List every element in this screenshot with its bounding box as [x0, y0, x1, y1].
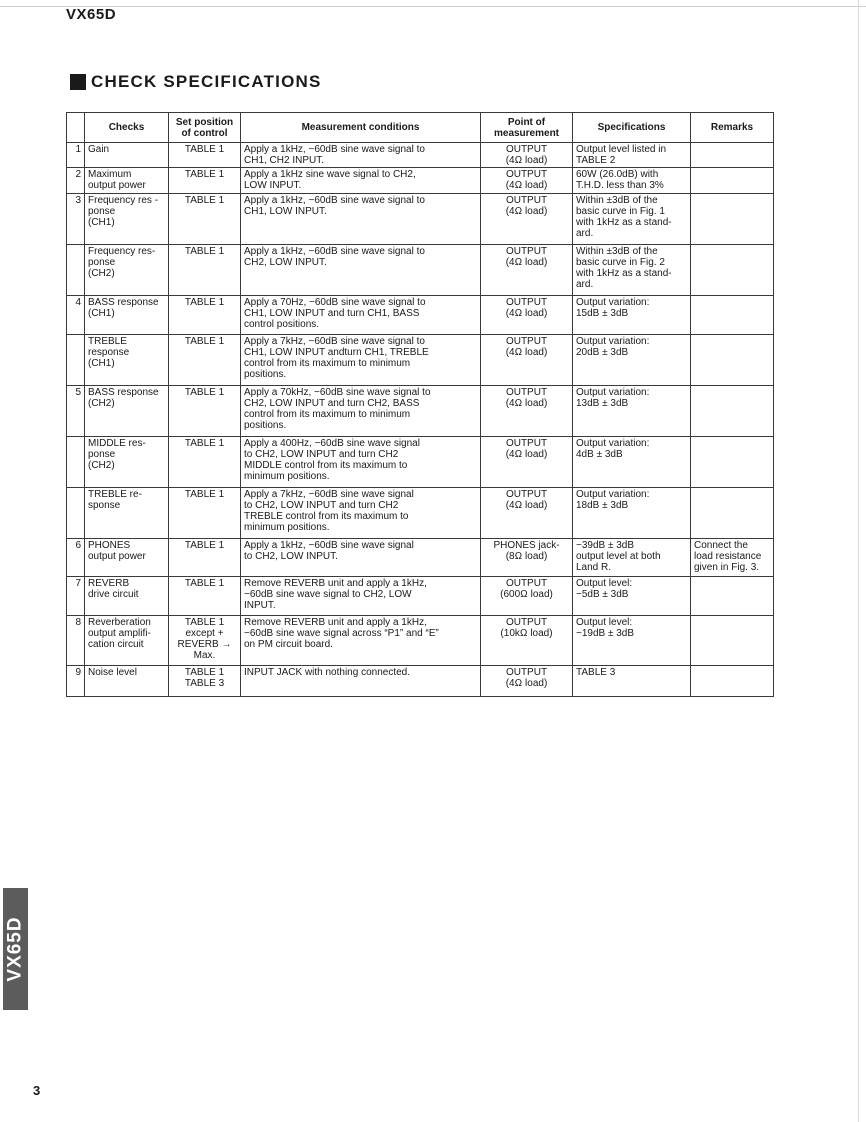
cell-point-of-measurement-line: OUTPUT: [505, 297, 548, 308]
cell-check-line: ponse: [88, 449, 116, 460]
check-specifications-table: [66, 112, 774, 697]
cell-specifications-line: Output variation:: [576, 297, 650, 308]
cell-measurement-conditions-line: Apply a 70kHz, −60dB sine wave signal to: [244, 387, 431, 398]
cell-check-line: (CH1): [88, 358, 115, 369]
cell-number: 7: [67, 577, 85, 616]
table-row: [67, 335, 774, 386]
cell-measurement-conditions-line: INPUT JACK with nothing connected.: [244, 667, 411, 678]
cell-measurement-conditions: [241, 437, 481, 488]
cell-specifications-line: ard.: [576, 228, 594, 239]
cell-measurement-conditions-line: positions.: [244, 420, 287, 431]
cell-remarks-line: load resistance: [694, 551, 762, 562]
cell-point-of-measurement-line: OUTPUT: [505, 578, 548, 589]
cell-measurement-conditions-line: Remove REVERB unit and apply a 1kHz,: [244, 578, 427, 589]
cell-measurement-conditions-line: MIDDLE control from its maximum to: [244, 460, 408, 471]
cell-measurement-conditions-line: to CH2, LOW INPUT and turn CH2: [244, 449, 399, 460]
cell-check: [85, 488, 169, 539]
cell-check-line: cation circuit: [88, 639, 144, 650]
cell-measurement-conditions-line: CH1, LOW INPUT andturn CH1, TREBLE: [244, 347, 429, 358]
cell-point-of-measurement: [481, 616, 573, 666]
table-row: [67, 539, 774, 577]
table-row: [67, 437, 774, 488]
cell-check-line: Reverberation: [88, 617, 151, 628]
cell-measurement-conditions: [241, 168, 481, 194]
cell-set-position-line: TABLE 1: [184, 617, 225, 628]
cell-measurement-conditions-line: CH1, LOW INPUT and turn CH1, BASS: [244, 308, 420, 319]
cell-point-of-measurement: [481, 245, 573, 296]
cell-remarks: [691, 616, 774, 666]
cell-specifications: [573, 616, 691, 666]
cell-number: [67, 437, 85, 488]
cell-specifications-line: TABLE 2: [576, 155, 616, 166]
header-checks: Checks: [85, 113, 169, 143]
cell-specifications: [573, 143, 691, 168]
cell-check: [85, 194, 169, 245]
cell-set-position-line: TABLE 1: [184, 336, 225, 347]
cell-set-position: [169, 437, 241, 488]
cell-check-line: TREBLE: [88, 336, 127, 347]
cell-check-line: Frequency res-: [88, 246, 156, 257]
cell-check-line: output amplifi-: [88, 628, 151, 639]
cell-point-of-measurement: [481, 386, 573, 437]
cell-point-of-measurement-line: (8Ω load): [505, 551, 548, 562]
header-measurement-conditions: Measurement conditions: [241, 113, 481, 143]
cell-measurement-conditions: [241, 539, 481, 577]
cell-check-line: Frequency res -: [88, 195, 159, 206]
cell-point-of-measurement-line: OUTPUT: [505, 195, 548, 206]
cell-measurement-conditions-line: Apply a 1kHz, −60dB sine wave signal to: [244, 144, 425, 155]
cell-number: 8: [67, 616, 85, 666]
cell-check-line: Maximum: [88, 169, 132, 180]
cell-number: 5: [67, 386, 85, 437]
cell-check: [85, 296, 169, 335]
cell-remarks: [691, 437, 774, 488]
cell-specifications: [573, 666, 691, 697]
cell-check-line: BASS response: [88, 297, 159, 308]
cell-set-position-line: TABLE 1: [184, 297, 225, 308]
cell-specifications-line: −19dB ± 3dB: [576, 628, 635, 639]
cell-set-position-line: TABLE 1: [184, 169, 225, 180]
cell-check-line: ponse: [88, 257, 116, 268]
header-point-of-measurement: Point of measurement: [481, 113, 573, 143]
cell-specifications-line: Output level listed in: [576, 144, 667, 155]
cell-remarks: [691, 296, 774, 335]
cell-specifications-line: basic curve in Fig. 2: [576, 257, 665, 268]
cell-measurement-conditions-line: LOW INPUT.: [244, 180, 302, 191]
cell-point-of-measurement-line: OUTPUT: [505, 169, 548, 180]
side-model-tab-text: VX65D: [4, 916, 26, 982]
cell-measurement-conditions: [241, 245, 481, 296]
cell-point-of-measurement-line: (4Ω load): [505, 180, 548, 191]
cell-set-position: [169, 245, 241, 296]
cell-specifications-line: Within ±3dB of the: [576, 195, 658, 206]
cell-specifications-line: T.H.D. less than 3%: [576, 180, 664, 191]
cell-point-of-measurement-line: OUTPUT: [505, 336, 548, 347]
header-number: [67, 113, 85, 143]
cell-set-position-line: Max.: [193, 650, 216, 661]
cell-check-line: (CH2): [88, 460, 115, 471]
cell-measurement-conditions: [241, 335, 481, 386]
cell-check: [85, 168, 169, 194]
cell-remarks-line: Connect the: [694, 540, 748, 551]
section-title-text: CHECK SPECIFICATIONS: [91, 72, 322, 91]
cell-set-position-line: TABLE 1: [184, 144, 225, 155]
cell-measurement-conditions-line: Apply a 400Hz, −60dB sine wave signal: [244, 438, 420, 449]
cell-specifications-line: Output level:: [576, 617, 633, 628]
cell-measurement-conditions-line: TREBLE control from its maximum to: [244, 511, 409, 522]
cell-remarks: [691, 335, 774, 386]
cell-point-of-measurement-line: (600Ω load): [500, 589, 553, 600]
cell-set-position-line: TABLE 1: [184, 578, 225, 589]
cell-check-line: PHONES: [88, 540, 131, 551]
cell-measurement-conditions-line: control from its maximum to minimum: [244, 409, 411, 420]
cell-measurement-conditions-line: minimum positions.: [244, 522, 330, 533]
cell-set-position-line: TABLE 1: [184, 489, 225, 500]
table-header-row: [67, 113, 774, 143]
cell-specifications: [573, 194, 691, 245]
cell-specifications-line: basic curve in Fig. 1: [576, 206, 665, 217]
cell-point-of-measurement: [481, 168, 573, 194]
table-row: [67, 296, 774, 335]
cell-check-line: (CH1): [88, 308, 115, 319]
cell-remarks: [691, 666, 774, 697]
cell-set-position-line: TABLE 1: [184, 195, 225, 206]
cell-point-of-measurement-line: (4Ω load): [505, 155, 548, 166]
cell-check-line: output power: [88, 180, 146, 191]
cell-specifications-line: 60W (26.0dB) with: [576, 169, 659, 180]
cell-specifications-line: output level at both: [576, 551, 661, 562]
cell-measurement-conditions: [241, 194, 481, 245]
cell-point-of-measurement: [481, 296, 573, 335]
cell-point-of-measurement: [481, 143, 573, 168]
cell-measurement-conditions: [241, 666, 481, 697]
cell-specifications-line: Land R.: [576, 562, 612, 573]
cell-point-of-measurement-line: (4Ω load): [505, 257, 548, 268]
cell-number: 4: [67, 296, 85, 335]
square-bullet-icon: [70, 74, 86, 90]
cell-specifications: [573, 577, 691, 616]
cell-check: [85, 616, 169, 666]
cell-set-position-line: except +: [185, 628, 224, 639]
cell-measurement-conditions-line: on PM circuit board.: [244, 639, 333, 650]
cell-remarks: [691, 245, 774, 296]
cell-point-of-measurement-line: OUTPUT: [505, 667, 548, 678]
cell-specifications-line: ard.: [576, 279, 594, 290]
cell-set-position: [169, 335, 241, 386]
cell-point-of-measurement-line: OUTPUT: [505, 617, 548, 628]
cell-check: [85, 245, 169, 296]
cell-specifications-line: Output variation:: [576, 489, 650, 500]
cell-measurement-conditions: [241, 386, 481, 437]
cell-check-line: (CH1): [88, 217, 115, 228]
cell-number: 1: [67, 143, 85, 168]
cell-point-of-measurement-line: (4Ω load): [505, 449, 548, 460]
cell-point-of-measurement-line: OUTPUT: [505, 489, 548, 500]
cell-measurement-conditions-line: CH1, LOW INPUT.: [244, 206, 327, 217]
cell-point-of-measurement-line: OUTPUT: [505, 387, 548, 398]
cell-point-of-measurement-line: (4Ω load): [505, 678, 548, 689]
side-model-tab: [3, 888, 28, 1010]
cell-specifications-line: 20dB ± 3dB: [576, 347, 629, 358]
cell-measurement-conditions-line: Apply a 70Hz, −60dB sine wave signal to: [244, 297, 426, 308]
table-row: [67, 194, 774, 245]
cell-measurement-conditions-line: −60dB sine wave signal to CH2, LOW: [244, 589, 412, 600]
cell-measurement-conditions: [241, 296, 481, 335]
cell-point-of-measurement: [481, 488, 573, 539]
cell-point-of-measurement: [481, 539, 573, 577]
cell-remarks: [691, 168, 774, 194]
table-row: [67, 143, 774, 168]
cell-point-of-measurement: [481, 577, 573, 616]
cell-point-of-measurement-line: (10kΩ load): [500, 628, 553, 639]
cell-number: 9: [67, 666, 85, 697]
cell-measurement-conditions-line: Apply a 1kHz, −60dB sine wave signal to: [244, 246, 425, 257]
cell-point-of-measurement-line: PHONES jack-: [493, 540, 560, 551]
cell-set-position-line: TABLE 1: [184, 438, 225, 449]
cell-specifications: [573, 245, 691, 296]
cell-point-of-measurement: [481, 335, 573, 386]
cell-check-line: BASS response: [88, 387, 159, 398]
header-remarks: Remarks: [691, 113, 774, 143]
cell-number: [67, 245, 85, 296]
cell-specifications-line: Output variation:: [576, 387, 650, 398]
cell-specifications: [573, 437, 691, 488]
cell-remarks: [691, 488, 774, 539]
cell-check: [85, 143, 169, 168]
cell-check: [85, 539, 169, 577]
page-number: 3: [33, 1083, 41, 1098]
header-specifications: Specifications: [573, 113, 691, 143]
cell-measurement-conditions-line: Apply a 1kHz sine wave signal to CH2,: [244, 169, 416, 180]
cell-check: [85, 577, 169, 616]
cell-number: 3: [67, 194, 85, 245]
cell-remarks: [691, 194, 774, 245]
table-row: [67, 488, 774, 539]
cell-check: [85, 335, 169, 386]
cell-set-position: [169, 168, 241, 194]
cell-specifications-line: 18dB ± 3dB: [576, 500, 629, 511]
cell-measurement-conditions: [241, 488, 481, 539]
cell-point-of-measurement-line: OUTPUT: [505, 246, 548, 257]
cell-specifications-line: Within ±3dB of the: [576, 246, 658, 257]
cell-measurement-conditions-line: minimum positions.: [244, 471, 330, 482]
cell-measurement-conditions-line: Remove REVERB unit and apply a 1kHz,: [244, 617, 427, 628]
cell-measurement-conditions-line: INPUT.: [244, 600, 276, 611]
cell-specifications: [573, 335, 691, 386]
cell-set-position: [169, 539, 241, 577]
section-title: [70, 72, 322, 92]
cell-remarks: [691, 386, 774, 437]
top-rule: [0, 6, 866, 7]
cell-point-of-measurement-line: (4Ω load): [505, 398, 548, 409]
cell-check-line: TREBLE re-: [88, 489, 142, 500]
cell-remarks: [691, 577, 774, 616]
cell-set-position-line: TABLE 1: [184, 387, 225, 398]
cell-measurement-conditions-line: −60dB sine wave signal across “P1” and “E”: [244, 628, 439, 639]
cell-remarks: [691, 143, 774, 168]
cell-set-position: [169, 666, 241, 697]
header-set-position: Set position of control: [169, 113, 241, 143]
cell-specifications-line: 4dB ± 3dB: [576, 449, 623, 460]
cell-check-line: output power: [88, 551, 146, 562]
cell-check-line: Noise level: [88, 667, 137, 678]
cell-specifications-line: with 1kHz as a stand-: [576, 217, 672, 228]
cell-point-of-measurement: [481, 194, 573, 245]
cell-measurement-conditions-line: control positions.: [244, 319, 320, 330]
cell-measurement-conditions: [241, 143, 481, 168]
cell-set-position: [169, 194, 241, 245]
cell-specifications-line: −5dB ± 3dB: [576, 589, 629, 600]
cell-specifications-line: 13dB ± 3dB: [576, 398, 629, 409]
table-body: [67, 143, 774, 697]
table-row: [67, 245, 774, 296]
cell-set-position-line: TABLE 1: [184, 540, 225, 551]
cell-specifications-line: −39dB ± 3dB: [576, 540, 635, 551]
cell-set-position: [169, 386, 241, 437]
cell-number: 2: [67, 168, 85, 194]
cell-specifications-line: Output variation:: [576, 336, 650, 347]
cell-point-of-measurement-line: (4Ω load): [505, 206, 548, 217]
cell-remarks: [691, 539, 774, 577]
cell-set-position: [169, 577, 241, 616]
cell-measurement-conditions-line: to CH2, LOW INPUT and turn CH2: [244, 500, 399, 511]
cell-measurement-conditions-line: to CH2, LOW INPUT.: [244, 551, 338, 562]
cell-check-line: drive circuit: [88, 589, 139, 600]
cell-point-of-measurement-line: (4Ω load): [505, 308, 548, 319]
cell-specifications-line: TABLE 3: [576, 667, 616, 678]
cell-number: [67, 488, 85, 539]
cell-set-position: [169, 488, 241, 539]
table-row: [67, 577, 774, 616]
cell-set-position-line: TABLE 1: [184, 246, 225, 257]
cell-check-line: (CH2): [88, 268, 115, 279]
cell-specifications-line: Output variation:: [576, 438, 650, 449]
cell-measurement-conditions-line: CH2, LOW INPUT and turn CH2, BASS: [244, 398, 420, 409]
cell-measurement-conditions-line: Apply a 7kHz, −60dB sine wave signal: [244, 489, 414, 500]
cell-check-line: sponse: [88, 500, 121, 511]
cell-specifications: [573, 296, 691, 335]
cell-point-of-measurement: [481, 437, 573, 488]
cell-set-position-line: TABLE 3: [184, 678, 225, 689]
cell-measurement-conditions: [241, 577, 481, 616]
cell-check-line: MIDDLE res-: [88, 438, 146, 449]
cell-measurement-conditions-line: Apply a 7kHz, −60dB sine wave signal to: [244, 336, 425, 347]
cell-check-line: response: [88, 347, 130, 358]
cell-point-of-measurement: [481, 666, 573, 697]
table-row: [67, 666, 774, 697]
cell-point-of-measurement-line: (4Ω load): [505, 347, 548, 358]
cell-specifications-line: Output level:: [576, 578, 633, 589]
cell-check-line: Gain: [88, 144, 110, 155]
cell-specifications-line: with 1kHz as a stand-: [576, 268, 672, 279]
cell-check: [85, 437, 169, 488]
cell-point-of-measurement-line: OUTPUT: [505, 438, 548, 449]
cell-measurement-conditions: [241, 616, 481, 666]
cell-check-line: (CH2): [88, 398, 115, 409]
cell-measurement-conditions-line: CH2, LOW INPUT.: [244, 257, 327, 268]
cell-specifications: [573, 539, 691, 577]
cell-measurement-conditions-line: CH1, CH2 INPUT.: [244, 155, 325, 166]
cell-check: [85, 386, 169, 437]
cell-specifications: [573, 168, 691, 194]
cell-number: 6: [67, 539, 85, 577]
cell-set-position: [169, 296, 241, 335]
cell-check: [85, 666, 169, 697]
cell-specifications: [573, 488, 691, 539]
cell-measurement-conditions-line: positions.: [244, 369, 287, 380]
cell-set-position: [169, 616, 241, 666]
cell-set-position-line: TABLE 1: [184, 667, 225, 678]
cell-measurement-conditions-line: control from its maximum to minimum: [244, 358, 411, 369]
cell-check-line: REVERB: [88, 578, 130, 589]
model-header: VX65D: [66, 6, 117, 23]
right-edge-rule: [858, 0, 859, 1122]
cell-number: [67, 335, 85, 386]
table-row: [67, 616, 774, 666]
cell-set-position: [169, 143, 241, 168]
cell-measurement-conditions-line: Apply a 1kHz, −60dB sine wave signal: [244, 540, 414, 551]
cell-point-of-measurement-line: OUTPUT: [505, 144, 548, 155]
cell-remarks-line: given in Fig. 3.: [694, 562, 760, 573]
cell-check-line: ponse: [88, 206, 116, 217]
table-row: [67, 168, 774, 194]
cell-measurement-conditions-line: Apply a 1kHz, −60dB sine wave signal to: [244, 195, 425, 206]
cell-specifications: [573, 386, 691, 437]
table-row: [67, 386, 774, 437]
cell-specifications-line: 15dB ± 3dB: [576, 308, 629, 319]
cell-point-of-measurement-line: (4Ω load): [505, 500, 548, 511]
cell-set-position-line: REVERB →: [177, 639, 232, 650]
